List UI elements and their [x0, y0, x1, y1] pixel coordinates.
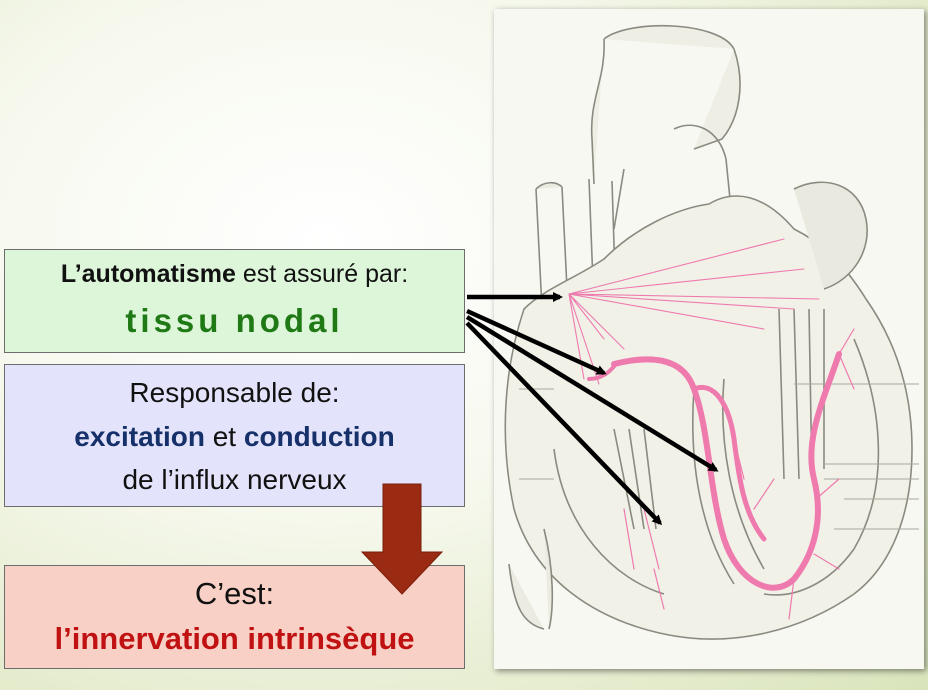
excitation-conduction-line	[5, 421, 464, 453]
cest-label: C’est:	[194, 576, 275, 611]
responsable-heading: Responsable de:	[129, 377, 340, 408]
tissu-nodal-text: tissu nodal	[125, 302, 344, 339]
automatisme-box	[4, 249, 465, 353]
influx-line: de l’influx nerveux	[122, 464, 347, 495]
innervation-box	[4, 565, 465, 669]
automatisme-rest: est assuré par:	[235, 260, 409, 288]
heart-illustration-panel	[494, 9, 924, 669]
heart-illustration	[494, 9, 924, 669]
innervation-intrinseque-text: l’innervation intrinsèque	[54, 621, 415, 656]
connector-et: et	[204, 421, 244, 452]
responsable-box	[4, 364, 465, 507]
excitation-term: excitation	[74, 421, 205, 452]
aorta	[592, 26, 740, 184]
automatisme-term: L’automatisme	[60, 260, 236, 288]
automatisme-line	[5, 260, 464, 289]
conduction-term: conduction	[243, 421, 395, 452]
